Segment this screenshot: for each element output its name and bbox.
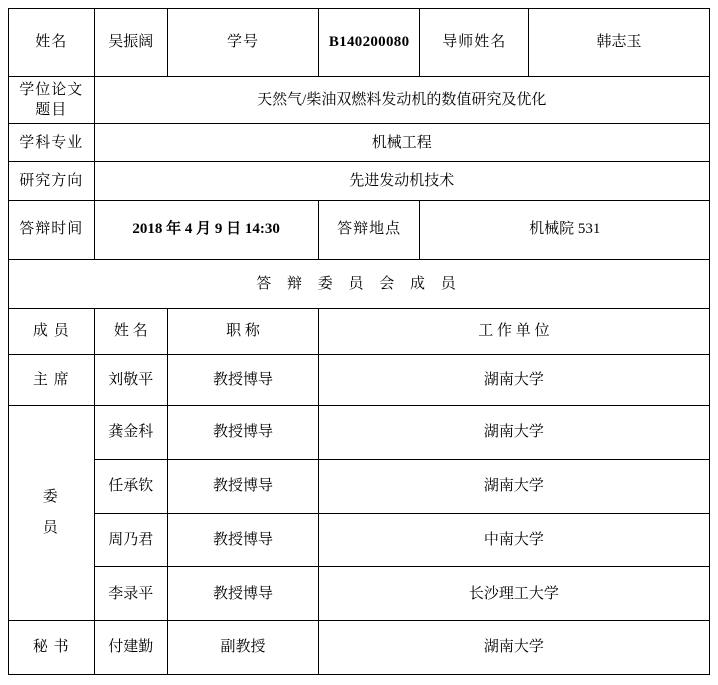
committee-section-title: 答 辩 委 员 会 成 员: [9, 259, 710, 309]
committee-member-affiliation: 湖南大学: [318, 354, 709, 406]
committee-member-name: 周乃君: [94, 513, 168, 567]
table-row-defense-time-place: [9, 200, 710, 259]
table-row-research-field: [9, 162, 710, 200]
committee-member-name: 李录平: [94, 567, 168, 621]
committee-member-title: 教授博导: [168, 513, 319, 567]
committee-member-title: 教授博导: [168, 567, 319, 621]
committee-member-title: 副教授: [168, 621, 319, 675]
committee-member-name: 刘敬平: [94, 354, 168, 406]
table-row-thesis-title: [9, 77, 710, 124]
defense-place-label: 答辩地点: [318, 200, 420, 259]
committee-member-title: 教授博导: [168, 406, 319, 460]
committee-role-members-line1: 委: [42, 488, 60, 505]
committee-column-title: 职 称: [168, 309, 319, 354]
committee-column-affiliation: 工 作 单 位: [318, 309, 709, 354]
major-label: 学科专业: [9, 124, 95, 162]
table-row: [9, 459, 710, 513]
committee-role-members: [9, 406, 95, 621]
table-row: [9, 354, 710, 406]
committee-column-name: 姓 名: [94, 309, 168, 354]
committee-member-affiliation: 湖南大学: [318, 621, 709, 675]
advisor-label: 导师姓名: [420, 9, 529, 77]
research-field-label: 研究方向: [9, 162, 95, 200]
table-row: [9, 621, 710, 675]
defense-time-label: 答辩时间: [9, 200, 95, 259]
committee-column-role: 成 员: [9, 309, 95, 354]
committee-member-title: 教授博导: [168, 354, 319, 406]
table-row-basic-info: [9, 9, 710, 77]
student-id-value: B140200080: [318, 9, 420, 77]
committee-role-chair: 主 席: [9, 354, 95, 406]
advisor-value: 韩志玉: [529, 9, 710, 77]
defense-place-value: 机械院 531: [420, 200, 710, 259]
thesis-title-label: 学位论文题目: [9, 77, 95, 124]
defense-time-value: 2018 年 4 月 9 日 14:30: [94, 200, 318, 259]
committee-member-affiliation: 湖南大学: [318, 459, 709, 513]
committee-member-affiliation: 中南大学: [318, 513, 709, 567]
name-value: 吴振阔: [94, 9, 168, 77]
committee-member-name: 任承钦: [94, 459, 168, 513]
table-row-major: [9, 124, 710, 162]
table-row-committee-title: [9, 259, 710, 309]
defense-table: [8, 8, 710, 675]
thesis-title-value: 天然气/柴油双燃料发动机的数值研究及优化: [94, 77, 709, 124]
committee-member-affiliation: 长沙理工大学: [318, 567, 709, 621]
committee-member-name: 付建勤: [94, 621, 168, 675]
committee-role-secretary: 秘 书: [9, 621, 95, 675]
committee-role-members-line2: 员: [42, 520, 60, 537]
committee-member-name: 龚金科: [94, 406, 168, 460]
student-id-label: 学号: [168, 9, 319, 77]
table-row: [9, 513, 710, 567]
table-row: [9, 406, 710, 460]
committee-member-title: 教授博导: [168, 459, 319, 513]
name-label: 姓名: [9, 9, 95, 77]
table-row: [9, 567, 710, 621]
major-value: 机械工程: [94, 124, 709, 162]
table-row-committee-headers: [9, 309, 710, 354]
committee-member-affiliation: 湖南大学: [318, 406, 709, 460]
research-field-value: 先进发动机技术: [94, 162, 709, 200]
